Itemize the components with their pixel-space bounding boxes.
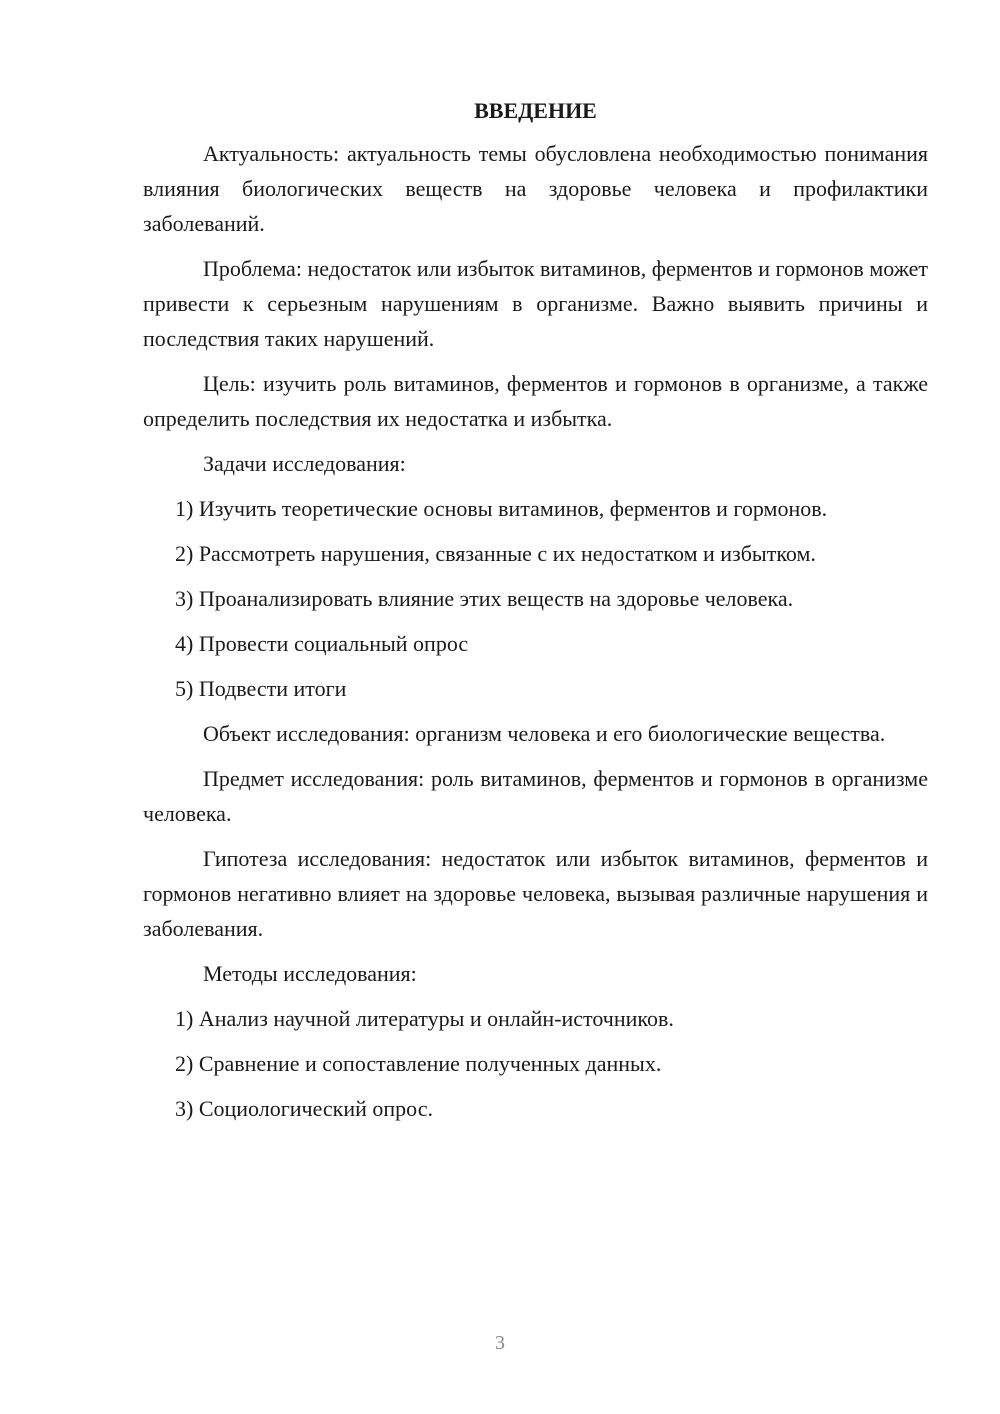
methods-heading: Методы исследования: [203, 961, 417, 986]
page-title: ВВЕДЕНИЕ [474, 98, 597, 123]
methods-list [143, 1001, 928, 1126]
list-item: 3) Социологический опрос. [175, 1096, 433, 1121]
hypothesis-paragraph: Гипотеза исследования: недостаток или избыток витаминов, ферментов и гормонов негативно влияет на здоровье человека, вызывая различные нарушения и заболевания. [143, 846, 928, 941]
tasks-list [143, 491, 928, 706]
document-body [143, 96, 928, 1136]
list-item: 1) Анализ научной литературы и онлайн-источников. [175, 1006, 674, 1031]
list-item: 2) Сравнение и сопоставление полученных данных. [175, 1051, 662, 1076]
list-item: 4) Провести социальный опрос [175, 631, 469, 656]
page-number: 3 [495, 1332, 505, 1354]
object-paragraph: Объект исследования: организм человека и его биологические вещества. [203, 721, 886, 746]
relevance-paragraph: Актуальность: актуальность темы обусловлена необходимостью понимания влияния биологических веществ на здоровье человека и профилактики заболеваний. [143, 141, 928, 236]
goal-paragraph: Цель: изучить роль витаминов, ферментов и гормонов в организме, а также определить последствия их недостатка и избытка. [143, 371, 928, 431]
subject-paragraph: Предмет исследования: роль витаминов, ферментов и гормонов в организме человека. [143, 766, 928, 826]
list-item: 5) Подвести итоги [175, 676, 347, 701]
problem-paragraph: Проблема: недостаток или избыток витаминов, ферментов и гормонов может привести к серьезным нарушениям в организме. Важно выявить причины и последствия таких нарушений. [143, 256, 928, 351]
list-item: 3) Проанализировать влияние этих веществ на здоровье человека. [175, 586, 794, 611]
list-item: 1) Изучить теоретические основы витаминов, ферментов и гормонов. [175, 496, 828, 521]
tasks-heading: Задачи исследования: [203, 451, 406, 476]
list-item: 2) Рассмотреть нарушения, связанные с их недостатком и избытком. [175, 541, 816, 566]
